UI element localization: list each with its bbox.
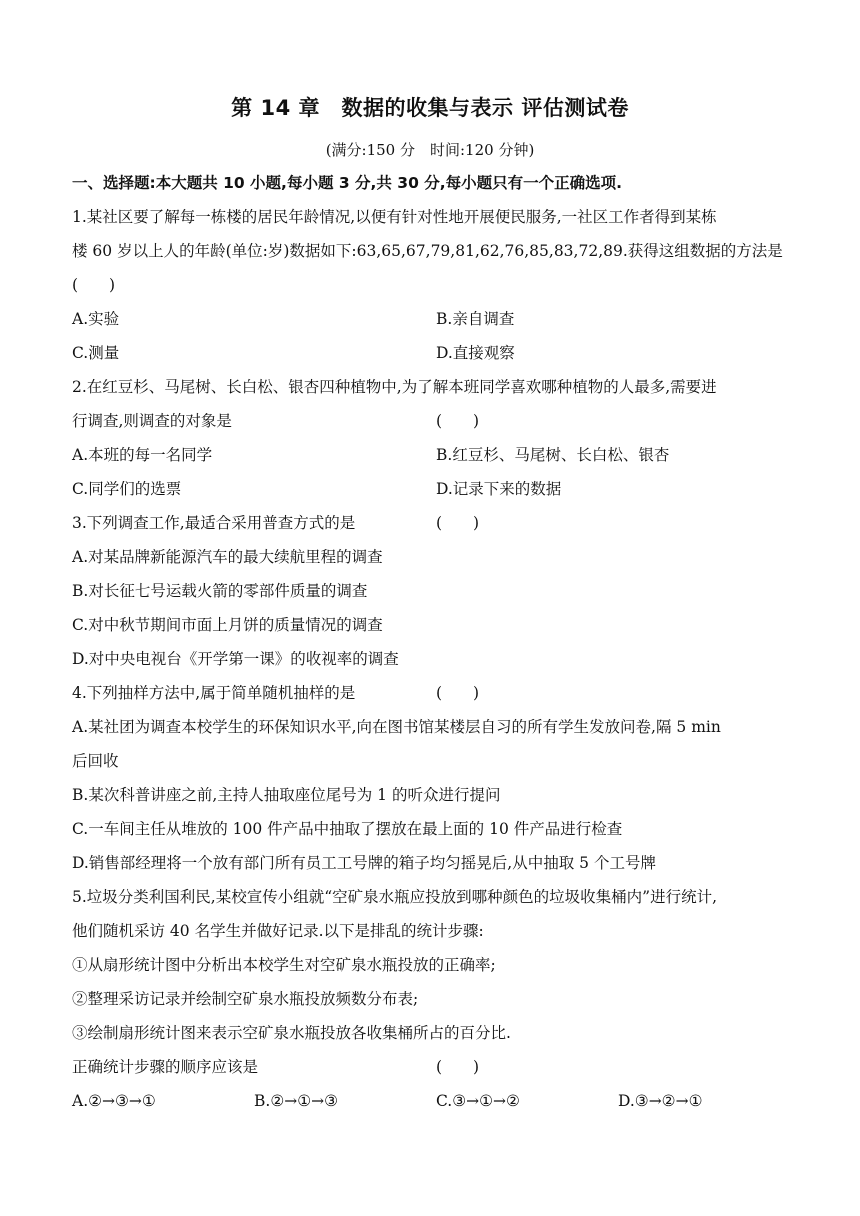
q3-option-d: D.对中央电视台《开学第一课》的收视率的调查 [72, 650, 399, 668]
q5-option-c: C.③→①→② [436, 1092, 520, 1110]
q3-answer-blank: ( ) [436, 514, 480, 532]
q3-option-a: A.对某品牌新能源汽车的最大续航里程的调查 [72, 548, 383, 566]
q4-stem: 4.下列抽样方法中,属于简单随机抽样的是 [72, 684, 356, 702]
q1-option-b: B.亲自调查 [436, 310, 515, 328]
q2-option-d: D.记录下来的数据 [436, 480, 562, 498]
q1-option-a: A.实验 [72, 310, 120, 328]
q1-stem-line1: 1.某社区要了解每一栋楼的居民年龄情况,以便有针对性地开展便民服务,一社区工作者得到某栋 [72, 208, 717, 226]
q2-option-c: C.同学们的选票 [72, 480, 182, 498]
q1-answer-blank: ( ) [72, 276, 116, 294]
q5-step-2: ②整理采访记录并绘制空矿泉水瓶投放频数分布表; [72, 990, 419, 1008]
q5-option-a: A.②→③→① [72, 1092, 156, 1110]
q5-option-d: D.③→②→① [618, 1092, 703, 1110]
q2-stem-line1: 2.在红豆杉、马尾树、长白松、银杏四种植物中,为了解本班同学喜欢哪种植物的人最多,需要进 [72, 378, 717, 396]
q2-option-a: A.本班的每一名同学 [72, 446, 213, 464]
q4-option-b: B.某次科普讲座之前,主持人抽取座位尾号为 1 的听众进行提问 [72, 786, 501, 804]
q5-option-b: B.②→①→③ [254, 1092, 338, 1110]
q3-option-c: C.对中秋节期间市面上月饼的质量情况的调查 [72, 616, 383, 634]
q4-option-a-line1: A.某社团为调查本校学生的环保知识水平,向在图书馆某楼层自习的所有学生发放问卷,隔 5 min [72, 718, 721, 736]
q5-question: 正确统计步骤的顺序应该是 [72, 1058, 259, 1076]
q3-option-b: B.对长征七号运载火箭的零部件质量的调查 [72, 582, 368, 600]
q1-option-d: D.直接观察 [436, 344, 515, 362]
q1-option-c: C.测量 [72, 344, 120, 362]
q2-option-b: B.红豆杉、马尾树、长白松、银杏 [436, 446, 670, 464]
q4-option-a-line2: 后回收 [72, 752, 119, 770]
q5-answer-blank: ( ) [436, 1058, 480, 1076]
q4-option-d: D.销售部经理将一个放有部门所有员工工号牌的箱子均匀摇晃后,从中抽取 5 个工号牌 [72, 854, 656, 872]
q4-answer-blank: ( ) [436, 684, 480, 702]
q4-option-c: C.一车间主任从堆放的 100 件产品中抽取了摆放在最上面的 10 件产品进行检查 [72, 820, 623, 838]
q3-stem: 3.下列调查工作,最适合采用普查方式的是 [72, 514, 356, 532]
q1-stem-line2: 楼 60 岁以上人的年龄(单位:岁)数据如下:63,65,67,79,81,62,76,85,83,72,89.获得这组数据的方法是 [72, 242, 783, 260]
q5-step-3: ③绘制扇形统计图来表示空矿泉水瓶投放各收集桶所占的百分比. [72, 1024, 511, 1042]
page-subtitle: (满分:150 分 时间:120 分钟) [325, 141, 535, 159]
q5-step-1: ①从扇形统计图中分析出本校学生对空矿泉水瓶投放的正确率; [72, 956, 496, 974]
q5-stem-line2: 他们随机采访 40 名学生并做好记录.以下是排乱的统计步骤: [72, 922, 484, 940]
q5-stem-line1: 5.垃圾分类利国利民,某校宣传小组就“空矿泉水瓶应投放到哪种颜色的垃圾收集桶内”进行统计, [72, 888, 717, 906]
page-title: 第 14 章 数据的收集与表示 评估测试卷 [231, 96, 629, 120]
q2-stem-line2: 行调查,则调查的对象是 [72, 412, 232, 430]
section-heading: 一、选择题:本大题共 10 小题,每小题 3 分,共 30 分,每小题只有一个正确选项. [72, 174, 623, 192]
q2-answer-blank: ( ) [436, 412, 480, 430]
